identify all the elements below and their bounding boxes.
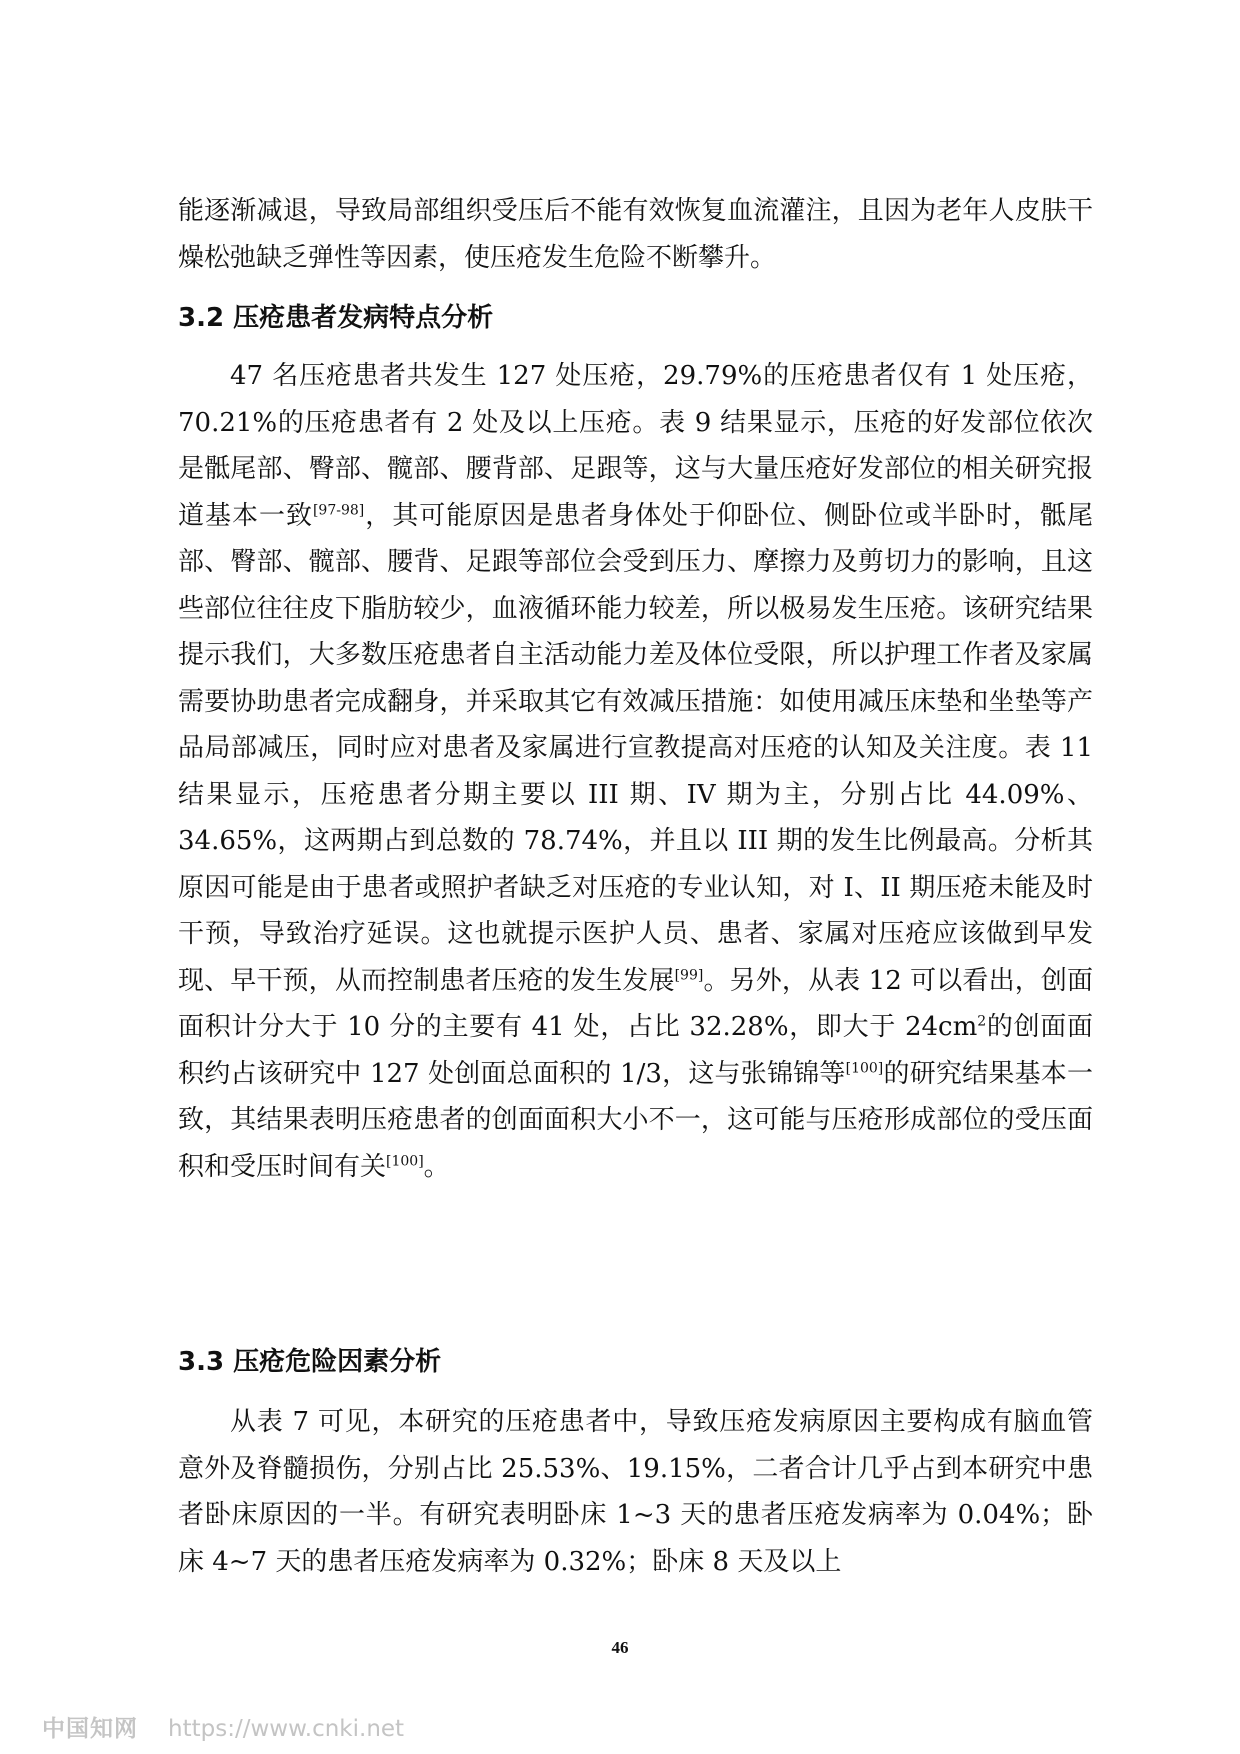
text-run: 。另外，从表 12 可以看出，创面面积计分大于 10 分的主要有 41 处，占比 32.28%，即大于 24cm <box>178 965 1093 1042</box>
citation: [97-98] <box>312 501 365 518</box>
section-heading-3-3: 3.3 压疮危险因素分析 <box>178 1347 442 1377</box>
continuation-text: 能逐渐减退，导致局部组织受压后不能有效恢复血流灌注，且因为老年人皮肤干燥松弛缺乏弹性等因素，使压疮发生危险不断攀升。 <box>178 196 1093 273</box>
paragraph-text <box>178 353 1093 1190</box>
text-run: ，其可能原因是患者身体处于仰卧位、侧卧位或半卧时，骶尾部、臀部、髋部、腰背、足跟等部位会受到压力、摩擦力及剪切力的影响，且这些部位往往皮下脂肪较少，血液循环能力较差，所以极易发生压疮。该研究结果提示我们，大多数压疮患者自主活动能力差及体位受限，所以护理工作者及家属需要协助患者完成翻身，并采取其它有效减压措施：如使用减压床垫和坐垫等产品局部减压，同时应对患者及家属进行宣教提高对压疮的认知及关注度。表 11 结果显示，压疮患者分期主要以 III 期、IV 期为主，分别占比 44.09%、34.65%，这两期占到总数的 78.74%，并且以 III 期的发生比例最高。分析其原因可能是由于患者或照护者缺乏对压疮的专业认知，对 I、II 期压疮未能及时干预，导致治疗延误。这也就提示医护人员、患者、家属对压疮应该做到早发现、早干预，从而控制患者压疮的发生发展 <box>178 500 1093 996</box>
citation: [99] <box>674 966 704 983</box>
text-run: 的创面面积约占该研究中 127 处创面总面积的 1/3，这与张锦锦等 <box>178 1012 1093 1089</box>
superscript: 2 <box>977 1013 987 1030</box>
page-number: 46 <box>611 1638 629 1657</box>
citation: [100] <box>845 1059 884 1076</box>
cnki-watermark <box>42 1710 404 1743</box>
paragraph-text: 从表 7 可见，本研究的压疮患者中，导致压疮发病原因主要构成有脑血管意外及脊髓损伤，分别占比 25.53%、19.15%，二者合计几乎占到本研究中患者卧床原因的一半。有研究表明卧床 1~3 天的患者压疮发病率为 0.04%；卧床 4~7 天的患者压疮发病率为 0.32%；卧床 8 天及以上 <box>178 1407 1093 1577</box>
section-heading-3-2: 3.2 压疮患者发病特点分析 <box>178 303 494 333</box>
section-3-2-paragraph <box>178 353 1093 1190</box>
section-3-3-paragraph <box>178 1399 1093 1585</box>
text-run: 47 名压疮患者共发生 127 处压疮，29.79%的压疮患者仅有 1 处压疮，70.21%的压疮患者有 2 处及以上压疮。表 9 结果显示，压疮的好发部位依次是骶尾部、臀部、髋部、腰背部、足跟等，这与大量压疮好发部位的相关研究报道基本一致 <box>178 361 1093 531</box>
text-run: 的研究结果基本一致，其结果表明压疮患者的创面面积大小不一，这可能与压疮形成部位的受压面积和受压时间有关 <box>178 1058 1093 1182</box>
continuation-paragraph <box>178 188 1093 281</box>
watermark-logo: 中国知网 <box>42 1716 138 1742</box>
citation: [100] <box>386 1152 424 1169</box>
text-run: 。 <box>423 1151 450 1182</box>
watermark-url: https://www.cnki.net <box>168 1716 405 1742</box>
